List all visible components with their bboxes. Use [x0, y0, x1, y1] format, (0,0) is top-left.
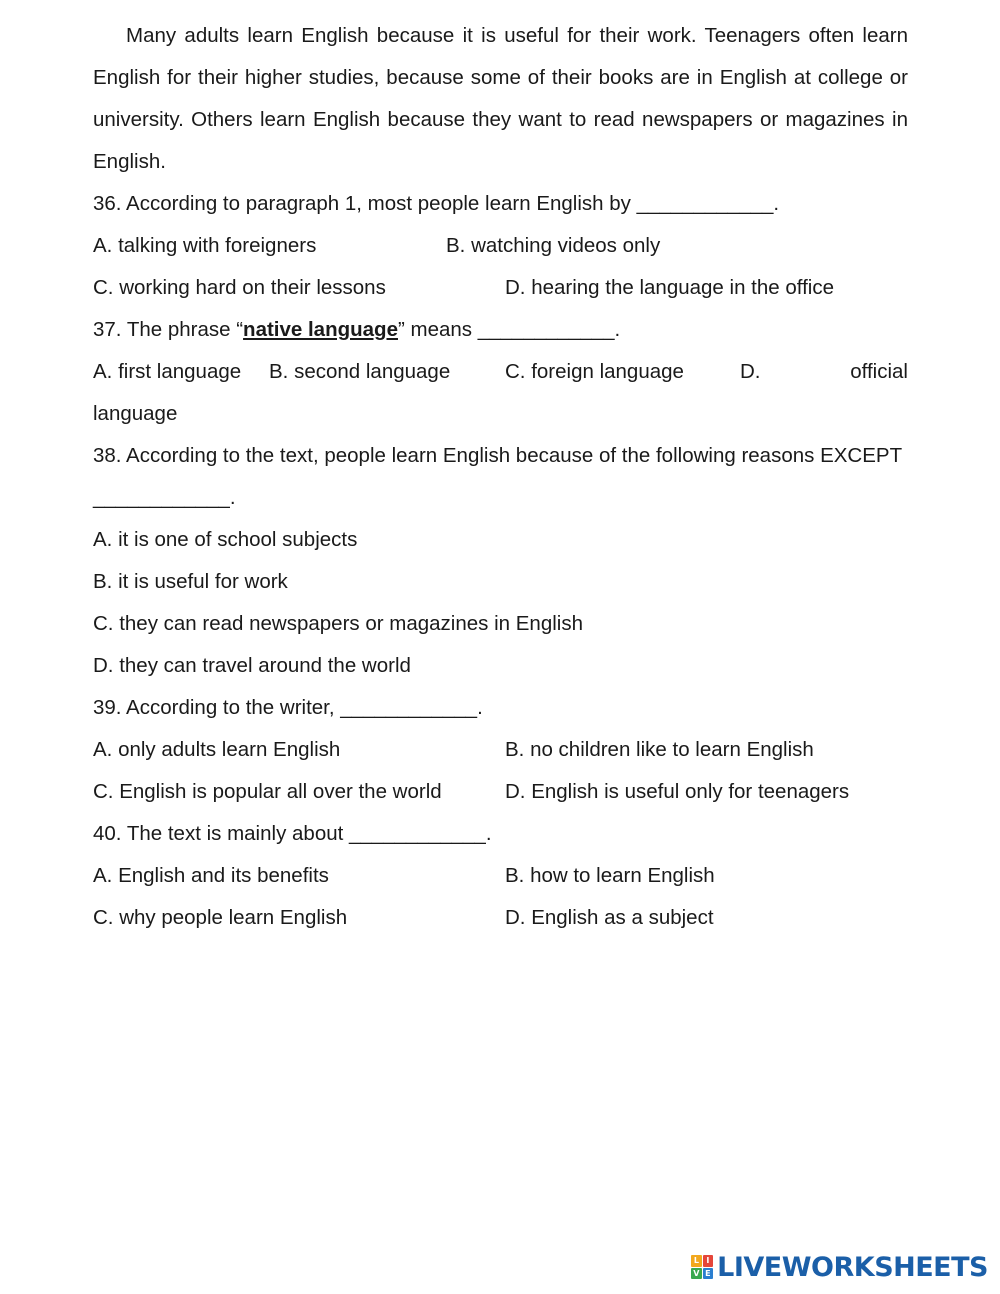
question-stem-continuation: ____________.: [93, 486, 236, 509]
option-b[interactable]: B. no children like to learn English: [505, 738, 814, 761]
question-39: [93, 687, 908, 813]
passage-line: English for their higher studies, because some of their books are in English at college or: [93, 66, 908, 89]
logo-mark-letter: I: [703, 1255, 714, 1267]
question-stem: 36. According to paragraph 1, most people learn English by ____________.: [93, 192, 780, 215]
option-c[interactable]: C. why people learn English: [93, 906, 348, 929]
option-d-text[interactable]: official: [850, 360, 908, 383]
options-row: [93, 225, 908, 267]
question-40: [93, 813, 908, 939]
option-d-continuation: language: [93, 402, 178, 425]
option-a[interactable]: A. only adults learn English: [93, 738, 341, 761]
option-a[interactable]: A. it is one of school subjects: [93, 528, 358, 551]
logo-text: LIVEWORKSHEETS: [717, 1251, 988, 1283]
question-stem: 39. According to the writer, ____________.: [93, 696, 483, 719]
question-stem: [93, 309, 908, 351]
option-c[interactable]: C. foreign language: [505, 360, 684, 383]
reading-passage: [93, 15, 908, 183]
options-row: [93, 729, 908, 771]
worksheet-page: [93, 15, 908, 939]
stem-text: ” means ____________.: [397, 318, 621, 341]
option-a[interactable]: A. talking with foreigners: [93, 234, 317, 257]
question-36: [93, 183, 908, 309]
options-row: [93, 897, 908, 939]
option-b[interactable]: B. how to learn English: [505, 864, 715, 887]
option-d[interactable]: D. English as a subject: [505, 906, 714, 929]
option-c[interactable]: C. working hard on their lessons: [93, 276, 386, 299]
option-d[interactable]: D. they can travel around the world: [93, 654, 411, 677]
question-stem: 38. According to the text, people learn English because of the following reasons EXCEPT: [93, 444, 903, 467]
options-row: [93, 267, 908, 309]
logo-mark-icon: [691, 1255, 713, 1279]
option-d-label[interactable]: D.: [740, 360, 761, 383]
option-d[interactable]: D. English is useful only for teenagers: [505, 780, 850, 803]
option-b[interactable]: B. it is useful for work: [93, 570, 288, 593]
question-38: [93, 435, 908, 687]
option-c[interactable]: C. they can read newspapers or magazines in English: [93, 612, 583, 635]
options-row: [93, 351, 908, 393]
option-a[interactable]: A. first language: [93, 360, 242, 383]
question-37: [93, 309, 908, 435]
options-row: [93, 771, 908, 813]
options-row: [93, 855, 908, 897]
option-c[interactable]: C. English is popular all over the world: [93, 780, 442, 803]
logo-mark-letter: E: [703, 1268, 714, 1280]
highlighted-term: native language: [243, 318, 398, 341]
passage-line: English.: [93, 150, 166, 173]
stem-text: 37. The phrase “: [93, 318, 244, 341]
question-stem: 40. The text is mainly about ____________.: [93, 822, 492, 845]
option-d[interactable]: D. hearing the language in the office: [505, 276, 835, 299]
liveworksheets-logo[interactable]: [691, 1250, 988, 1284]
option-b[interactable]: B. second language: [269, 360, 451, 383]
option-b[interactable]: B. watching videos only: [446, 234, 661, 257]
option-a[interactable]: A. English and its benefits: [93, 864, 329, 887]
passage-line: Many adults learn English because it is useful for their work. Teenagers often learn: [126, 24, 908, 47]
logo-mark-letter: L: [691, 1255, 702, 1267]
passage-line: university. Others learn English because they want to read newspapers or magazines in: [93, 108, 908, 131]
logo-mark-letter: V: [691, 1268, 702, 1280]
